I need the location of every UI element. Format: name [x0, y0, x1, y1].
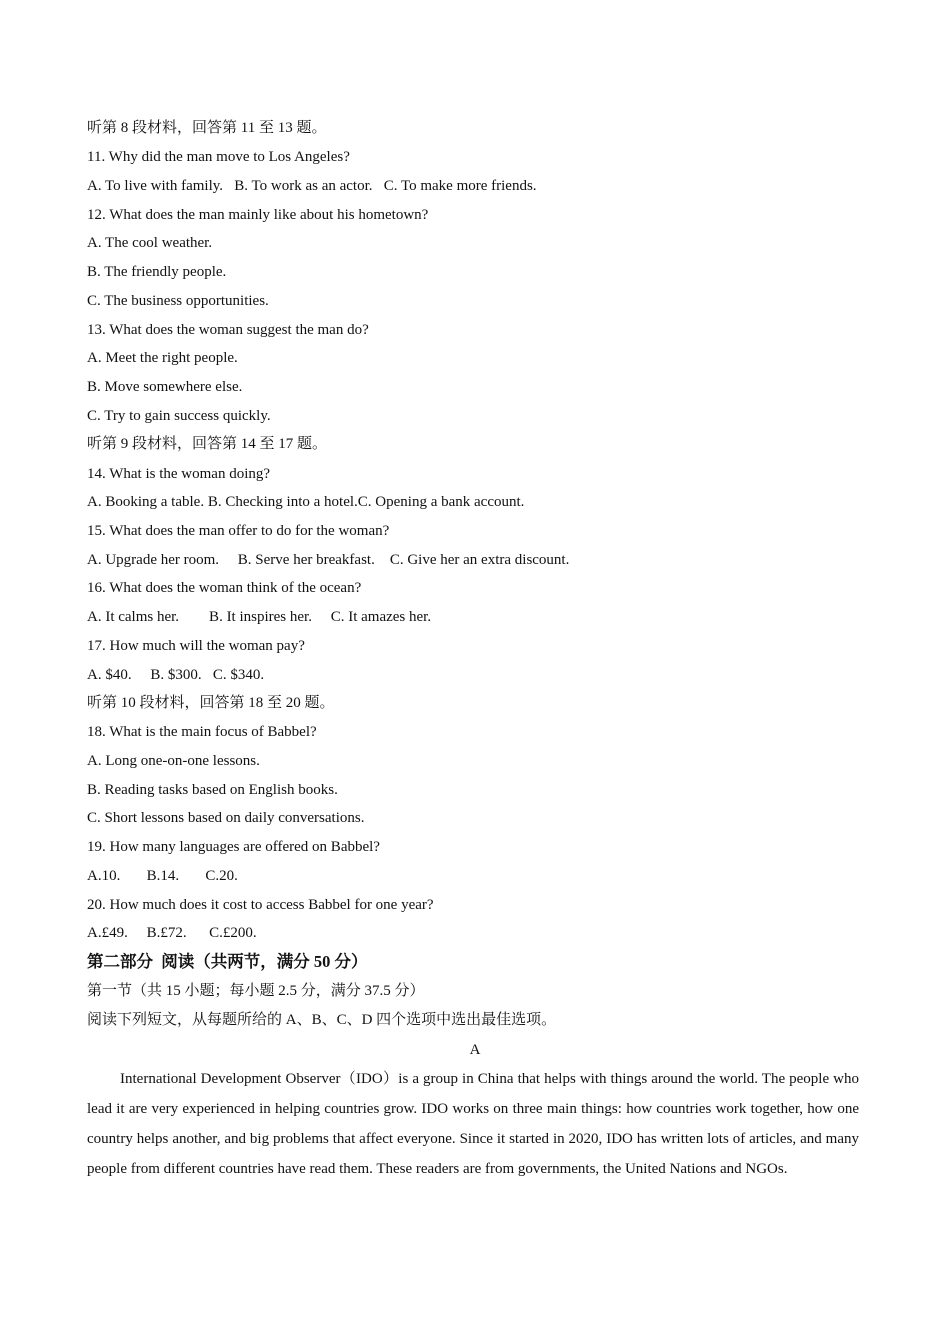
question-18-option-b: B. Reading tasks based on English books. — [87, 782, 338, 798]
listening-heading-10: 听第 10 段材料，回答第 18 至 20 题。 — [87, 695, 335, 711]
question-13-option-b: B. Move somewhere else. — [87, 379, 243, 395]
question-12-option-c: C. The business opportunities. — [87, 293, 269, 309]
question-16-options: A. It calms her. B. It inspires her. C. It amazes her. — [87, 609, 432, 625]
listening-heading-8: 听第 8 段材料，回答第 11 至 13 题。 — [87, 120, 327, 136]
listening-heading-9: 听第 9 段材料，回答第 14 至 17 题。 — [87, 436, 328, 452]
part-two-title: 第二部分 阅读（共两节，满分 50 分） — [87, 952, 368, 971]
question-17: 17. How much will the woman pay? — [87, 638, 305, 654]
question-18-option-a: A. Long one-on-one lessons. — [87, 753, 260, 769]
question-20: 20. How much does it cost to access Babbel for one year? — [87, 897, 434, 913]
passage-label: A — [469, 1042, 481, 1058]
question-18: 18. What is the main focus of Babbel? — [87, 724, 317, 740]
question-20-options: A.£49. B.£72. C.£200. — [87, 925, 257, 941]
question-17-options: A. $40. B. $300. C. $340. — [87, 667, 265, 683]
question-13: 13. What does the woman suggest the man do? — [87, 322, 369, 338]
question-12-option-a: A. The cool weather. — [87, 235, 213, 251]
reading-instruction: 阅读下列短文，从每题所给的 A、B、C、D 四个选项中选出最佳选项。 — [87, 1012, 557, 1028]
question-16: 16. What does the woman think of the ocean? — [87, 580, 362, 596]
question-19-options: A.10. B.14. C.20. — [87, 868, 238, 884]
question-12-option-b: B. The friendly people. — [87, 264, 227, 280]
passage-a — [87, 1064, 859, 1184]
question-15: 15. What does the man offer to do for the woman? — [87, 523, 390, 539]
question-14: 14. What is the woman doing? — [87, 466, 271, 482]
question-15-options: A. Upgrade her room. B. Serve her breakfast. C. Give her an extra discount. — [87, 552, 570, 568]
subsection-title: 第一节（共 15 小题；每小题 2.5 分，满分 37.5 分） — [87, 983, 425, 999]
question-18-option-c: C. Short lessons based on daily conversations. — [87, 810, 365, 826]
question-11-options: A. To live with family. B. To work as an actor. C. To make more friends. — [87, 178, 537, 194]
question-19: 19. How many languages are offered on Babbel? — [87, 839, 380, 855]
question-13-option-c: C. Try to gain success quickly. — [87, 408, 271, 424]
question-13-option-a: A. Meet the right people. — [87, 350, 238, 366]
passage-a-text: International Development Observer（IDO）is a group in China that helps with things around the world. The people who lead it are very experienced in helping countries grow. IDO works on three main things: how countries work together, how one country helps another, and big problems that affect everyone. Since it started in 2020, IDO has written lots of articles, and many people from different countries have read them. These readers are from governments, the United Nations and NGOs. — [87, 1071, 859, 1177]
question-14-options: A. Booking a table. B. Checking into a hotel.C. Opening a bank account. — [87, 494, 525, 510]
question-12: 12. What does the man mainly like about his hometown? — [87, 207, 429, 223]
question-11: 11. Why did the man move to Los Angeles? — [87, 149, 350, 165]
